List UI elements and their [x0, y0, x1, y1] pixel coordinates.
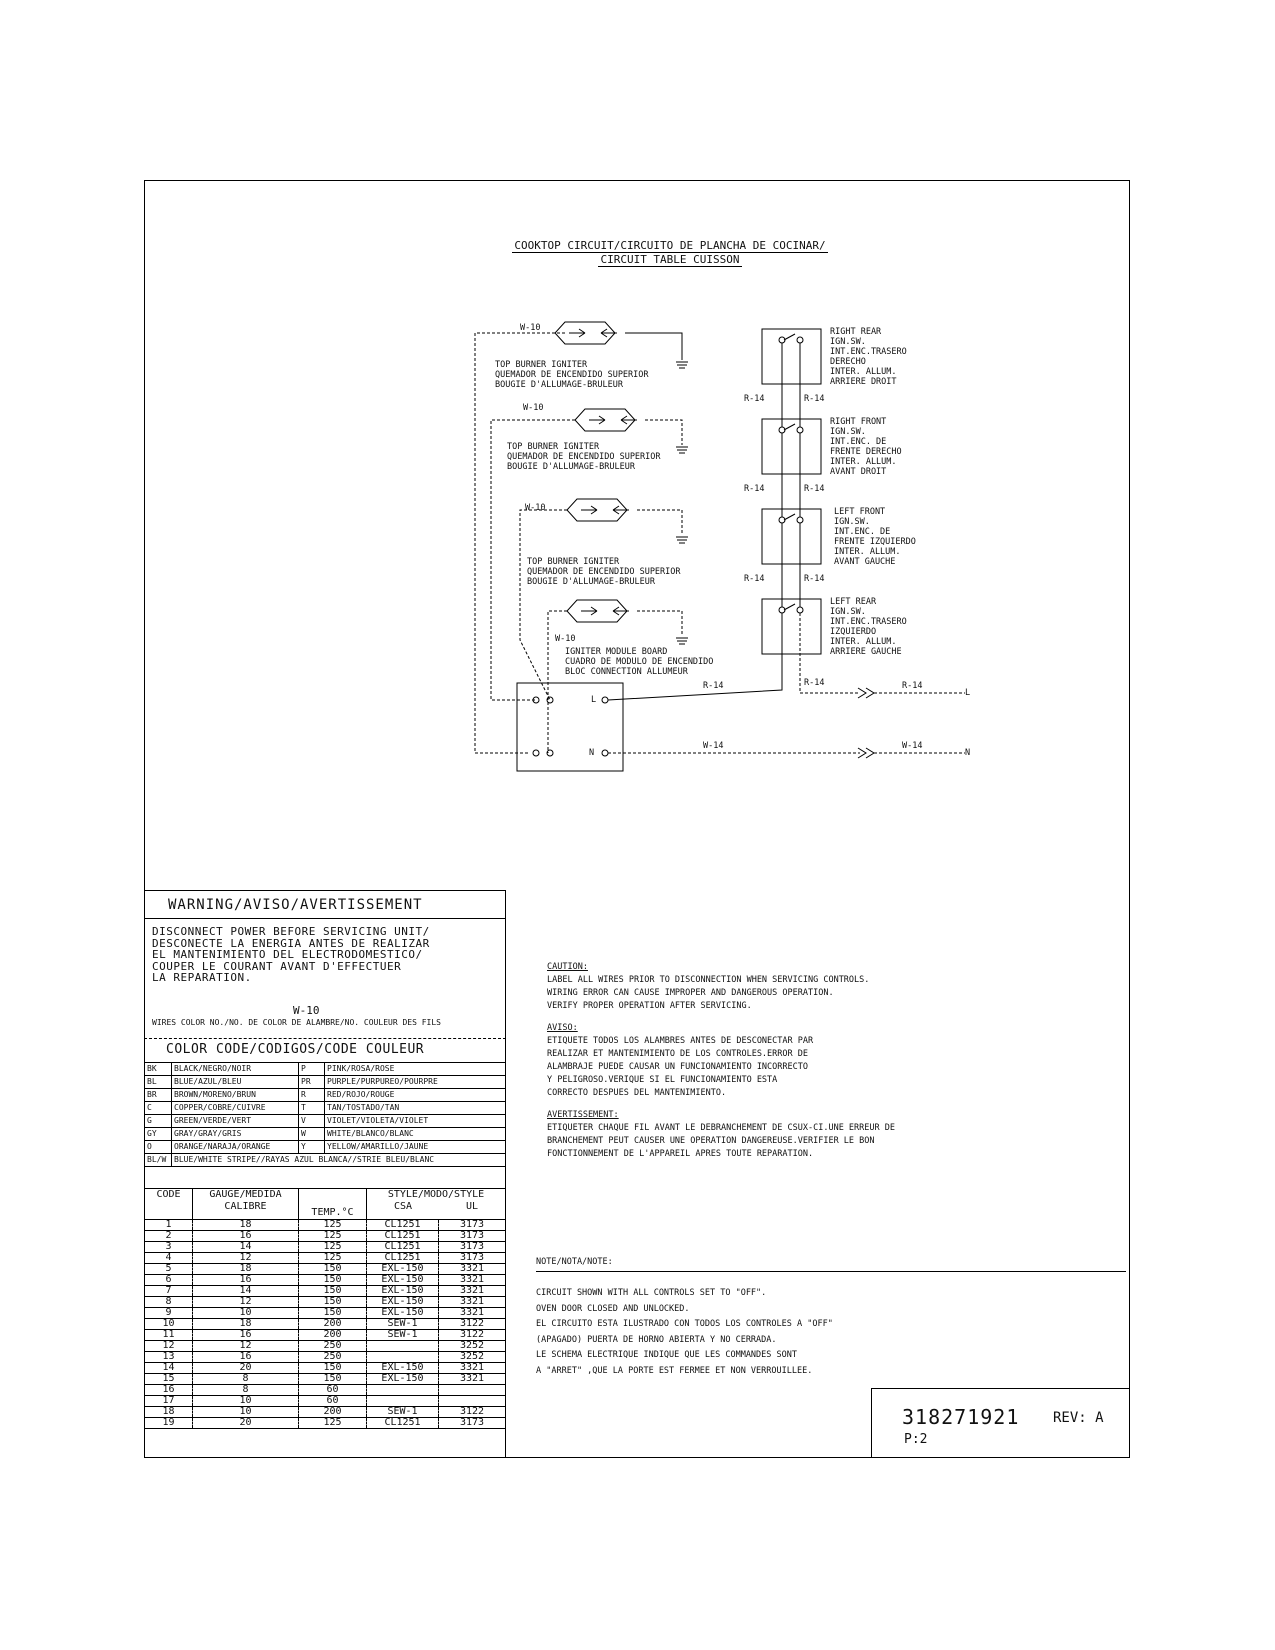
table-cell: YELLOW/AMARILLO/JAUNE: [325, 1141, 506, 1154]
table-cell: SEW-1: [367, 1407, 439, 1418]
table-cell: 5: [145, 1264, 193, 1275]
table-cell: TAN/TOSTADO/TAN: [325, 1102, 506, 1115]
caution-heading: CAUTION:: [547, 962, 588, 972]
wire-label-r14: R-14: [804, 394, 825, 404]
table-row: [145, 1128, 506, 1141]
switch-right-front: [762, 419, 821, 474]
table-cell: EXL-150: [367, 1264, 439, 1275]
module-terminal-l: L: [591, 695, 597, 705]
table-cell: 3252: [439, 1341, 506, 1352]
table-cell: PR: [299, 1076, 325, 1089]
table-cell: 3: [145, 1242, 193, 1253]
table-cell: 150: [299, 1308, 367, 1319]
module-terminal-n: N: [589, 748, 595, 758]
wire-label-r14: R-14: [703, 681, 724, 691]
table-cell: GRAY/GRAY/GRIS: [172, 1128, 299, 1141]
table-cell: 14: [193, 1242, 299, 1253]
table-cell: 150: [299, 1297, 367, 1308]
table-row: [145, 1418, 506, 1429]
table-cell: [439, 1396, 506, 1407]
wire-label-r14: R-14: [744, 394, 765, 404]
table-cell: 3122: [439, 1319, 506, 1330]
table-cell: 18: [193, 1264, 299, 1275]
switch-label-right-front: RIGHT FRONT IGN.SW. INT.ENC. DE FRENTE DERECHO INTER. ALLUM. AVANT DROIT: [830, 417, 902, 477]
avertissement-body: ETIQUETER CHAQUE FIL AVANT LE DEBRANCHEMENT DE CSUX-CI.UNE ERREUR DE BRANCHEMENT PEUT CAUSER UNE OPERATION DANGEREUSE.VERIFIER LE BON FONCTIONNEMENT DE L'APPAREIL APRES TOUTE REPARATION.: [547, 1123, 895, 1159]
table-cell: CL1251: [367, 1220, 439, 1231]
table-cell: 9: [145, 1308, 193, 1319]
warning-body: DISCONNECT POWER BEFORE SERVICING UNIT/ DESCONECTE LA ENERGIA ANTES DE REALIZAR EL MANTENIMIENTO DEL ELECTRODOMESTICO/ COUPER LE COURANT AVANT D'EFFECTUER LA REPARATION.: [152, 925, 430, 984]
table-cell: [439, 1385, 506, 1396]
table-cell: 7: [145, 1286, 193, 1297]
table-row: [145, 1141, 506, 1154]
table-cell: 150: [299, 1275, 367, 1286]
table-cell: BK: [145, 1063, 172, 1076]
table-row: [145, 1286, 506, 1297]
table-cell: 250: [299, 1341, 367, 1352]
module-label: IGNITER MODULE BOARD CUADRO DE MODULO DE ENCENDIDO BLOC CONNECTION ALLUMEUR: [565, 647, 714, 677]
wire-label-r14: R-14: [902, 681, 923, 691]
table-cell: 12: [145, 1341, 193, 1352]
style-header: STYLE/MODO/STYLE: [387, 1189, 485, 1200]
table-row: [145, 1352, 506, 1363]
style-subheaders: [367, 1201, 505, 1213]
caution-body: LABEL ALL WIRES PRIOR TO DISCONNECTION WHEN SERVICING CONTROLS. WIRING ERROR CAN CAUSE IMPROPER AND DANGEROUS OPERATION. VERIFY PROPER OPERATION AFTER SERVICING.: [547, 975, 870, 1011]
aviso-body: ETIQUETE TODOS LOS ALAMBRES ANTES DE DESCONECTAR PAR REALIZAR ET MANTENIMIENTO DE LOS CONTROLES.ERROR DE ALAMBRAJE PUEDE CAUSAR UN FUNCIONAMIENTO INCORRECTO Y PELIGROSO.VERIQUE SI EL FUNCIONAMIENTO ESTA CORRECTO DESPUES DEL MANTENIMIENTO.: [547, 1036, 814, 1098]
table-cell: 3321: [439, 1308, 506, 1319]
igniter-3: [567, 499, 629, 521]
caution-block: [547, 961, 869, 1013]
igniter-module-board: [517, 683, 623, 771]
table-cell: 16: [193, 1330, 299, 1341]
switch-label-left-rear: LEFT REAR IGN.SW. INT.ENC.TRASERO IZQUIERDO INTER. ALLUM. ARRIERE GAUCHE: [830, 597, 907, 657]
table-cell: BLACK/NEGRO/NOIR: [172, 1063, 299, 1076]
igniter-label-1: TOP BURNER IGNITER QUEMADOR DE ENCENDIDO SUPERIOR BOUGIE D'ALLUMAGE-BRULEUR: [495, 360, 649, 390]
table-cell: PURPLE/PURPUREO/POURPRE: [325, 1076, 506, 1089]
table-cell: EXL-150: [367, 1275, 439, 1286]
table-cell: 8: [145, 1297, 193, 1308]
diagram-title-line2: CIRCUIT TABLE CUISSON: [600, 253, 740, 266]
table-cell: 3173: [439, 1242, 506, 1253]
switch-right-rear: [762, 329, 821, 384]
table-cell: 12: [193, 1297, 299, 1308]
table-cell: 3173: [439, 1231, 506, 1242]
table-cell: 125: [299, 1231, 367, 1242]
table-cell: 10: [193, 1407, 299, 1418]
table-cell: 3173: [439, 1253, 506, 1264]
table-row: [145, 1253, 506, 1264]
table-cell: 200: [299, 1407, 367, 1418]
table-cell: BROWN/MORENO/BRUN: [172, 1089, 299, 1102]
table-header-row: [145, 1189, 506, 1220]
table-cell: 10: [145, 1319, 193, 1330]
table-cell: 3173: [439, 1418, 506, 1429]
table-cell: 150: [299, 1264, 367, 1275]
wire-label-r14: R-14: [744, 484, 765, 494]
table-cell: 8: [193, 1374, 299, 1385]
note-heading: NOTE/NOTA/NOTE:: [536, 1257, 613, 1267]
table-row: [145, 1220, 506, 1231]
table-cell: 11: [145, 1330, 193, 1341]
line-l-label: L: [965, 688, 971, 698]
table-cell: 10: [193, 1396, 299, 1407]
table-cell: C: [145, 1102, 172, 1115]
color-code-table: [144, 1062, 506, 1167]
table-cell: 16: [193, 1352, 299, 1363]
table-cell: V: [299, 1115, 325, 1128]
table-cell: 6: [145, 1275, 193, 1286]
table-row: [145, 1102, 506, 1115]
col-header-style: [367, 1189, 506, 1220]
col-header-code: CODE: [145, 1189, 193, 1220]
table-cell: 3321: [439, 1363, 506, 1374]
table-row: [145, 1319, 506, 1330]
table-cell: 14: [145, 1363, 193, 1374]
table-cell: 8: [193, 1385, 299, 1396]
wire-example: W-10: [293, 1004, 320, 1017]
table-row: [145, 1063, 506, 1076]
wire-label-w14: W-14: [703, 741, 724, 751]
divider: [536, 1271, 1126, 1272]
table-cell: R: [299, 1089, 325, 1102]
divider: [144, 918, 506, 919]
table-row: [145, 1242, 506, 1253]
col-header-csa: CSA: [393, 1201, 413, 1212]
igniter-label-2: TOP BURNER IGNITER QUEMADOR DE ENCENDIDO SUPERIOR BOUGIE D'ALLUMAGE-BRULEUR: [507, 442, 661, 472]
table-cell: EXL-150: [367, 1363, 439, 1374]
table-cell: EXL-150: [367, 1308, 439, 1319]
table-row: [145, 1115, 506, 1128]
table-cell: 12: [193, 1341, 299, 1352]
col-header-ul: UL: [465, 1201, 479, 1212]
table-cell: CL1251: [367, 1242, 439, 1253]
table-cell: COPPER/COBRE/CUIVRE: [172, 1102, 299, 1115]
table-cell: 13: [145, 1352, 193, 1363]
revision: REV: A: [1053, 1410, 1104, 1426]
table-cell: 18: [193, 1220, 299, 1231]
wire-label-r14: R-14: [804, 574, 825, 584]
igniter-2: [575, 409, 637, 431]
table-cell: 10: [193, 1308, 299, 1319]
table-cell: G: [145, 1115, 172, 1128]
table-cell: 16: [193, 1231, 299, 1242]
table-cell: 12: [193, 1253, 299, 1264]
table-cell: CL1251: [367, 1418, 439, 1429]
table-cell: 3252: [439, 1352, 506, 1363]
table-cell: PINK/ROSA/ROSE: [325, 1063, 506, 1076]
wire-label-w10-4: W-10: [555, 634, 576, 644]
wire-label-r14: R-14: [744, 574, 765, 584]
aviso-block: [547, 1022, 813, 1100]
table-cell: 18: [145, 1407, 193, 1418]
table-cell: 125: [299, 1418, 367, 1429]
table-cell: SEW-1: [367, 1319, 439, 1330]
wire-gauge-table: [144, 1188, 506, 1429]
table-row: [145, 1407, 506, 1418]
table-row: [145, 1089, 506, 1102]
table-cell: 250: [299, 1352, 367, 1363]
table-cell: [367, 1385, 439, 1396]
table-cell: P: [299, 1063, 325, 1076]
wire-label-w10-2: W-10: [523, 403, 544, 413]
table-cell: SEW-1: [367, 1330, 439, 1341]
switch-label-right-rear: RIGHT REAR IGN.SW. INT.ENC.TRASERO DERECHO INTER. ALLUM. ARRIERE DROIT: [830, 327, 907, 387]
wire-label-r14: R-14: [804, 484, 825, 494]
wire-label-r14: R-14: [804, 678, 825, 688]
page-number: P:2: [904, 1432, 928, 1447]
table-cell: 3321: [439, 1264, 506, 1275]
table-cell: T: [299, 1102, 325, 1115]
col-header-temp: TEMP.°C: [299, 1189, 367, 1220]
table-cell: 3321: [439, 1286, 506, 1297]
table-cell: 150: [299, 1363, 367, 1374]
table-cell: BL/W: [145, 1154, 172, 1167]
table-cell: W: [299, 1128, 325, 1141]
table-row: [145, 1374, 506, 1385]
table-cell: BLUE/WHITE STRIPE//RAYAS AZUL BLANCA//STRIE BLEU/BLANC: [172, 1154, 506, 1167]
switch-left-rear: [762, 599, 821, 654]
table-cell: [367, 1396, 439, 1407]
aviso-heading: AVISO:: [547, 1023, 578, 1033]
avertissement-heading: AVERTISSEMENT:: [547, 1110, 619, 1120]
table-cell: O: [145, 1141, 172, 1154]
table-cell: RED/ROJO/ROUGE: [325, 1089, 506, 1102]
table-row: [145, 1231, 506, 1242]
table-cell: 3122: [439, 1407, 506, 1418]
gauge-table-body: [145, 1220, 506, 1429]
table-cell: BR: [145, 1089, 172, 1102]
line-n-label: N: [965, 748, 971, 758]
table-cell: 14: [193, 1286, 299, 1297]
table-row: [145, 1341, 506, 1352]
table-row: [145, 1154, 506, 1167]
table-cell: 20: [193, 1363, 299, 1374]
table-cell: CL1251: [367, 1253, 439, 1264]
table-cell: ORANGE/NARAJA/ORANGE: [172, 1141, 299, 1154]
diagram-title-line1: COOKTOP CIRCUIT/CIRCUITO DE PLANCHA DE COCINAR/: [514, 239, 826, 252]
table-row: [145, 1363, 506, 1374]
table-row: [145, 1396, 506, 1407]
table-cell: EXL-150: [367, 1297, 439, 1308]
table-cell: CL1251: [367, 1231, 439, 1242]
table-cell: GY: [145, 1128, 172, 1141]
table-cell: 125: [299, 1253, 367, 1264]
table-cell: 3321: [439, 1275, 506, 1286]
table-cell: EXL-150: [367, 1286, 439, 1297]
wires-color-note: WIRES COLOR NO./NO. DE COLOR DE ALAMBRE/NO. COULEUR DES FILS: [152, 1018, 441, 1027]
table-cell: EXL-150: [367, 1374, 439, 1385]
note-body: CIRCUIT SHOWN WITH ALL CONTROLS SET TO "OFF". OVEN DOOR CLOSED AND UNLOCKED. EL CIRCUITO ESTA ILUSTRADO CON TODOS LOS CONTROLES A "OFF" (APAGADO) PUERTA DE HORNO ABIERTA Y NO CERRADA. LE SCHEMA ELECTRIQUE INDIQUE QUE LES COMMANDES SONT A "ARRET" ,QUE LA PORTE EST FERMEE ET NON VERROUILLEE.: [536, 1288, 833, 1376]
divider: [144, 1038, 506, 1039]
wire-label-w10-1: W-10: [520, 323, 541, 333]
igniter-label-3: TOP BURNER IGNITER QUEMADOR DE ENCENDIDO SUPERIOR BOUGIE D'ALLUMAGE-BRULEUR: [527, 557, 681, 587]
table-cell: 150: [299, 1286, 367, 1297]
table-cell: 3321: [439, 1374, 506, 1385]
table-cell: 60: [299, 1396, 367, 1407]
avertissement-block: [547, 1109, 895, 1161]
table-row: [145, 1297, 506, 1308]
table-cell: 20: [193, 1418, 299, 1429]
table-cell: BLUE/AZUL/BLEU: [172, 1076, 299, 1089]
table-cell: 16: [193, 1275, 299, 1286]
table-cell: [367, 1352, 439, 1363]
table-cell: [367, 1341, 439, 1352]
table-row: [145, 1308, 506, 1319]
table-cell: 4: [145, 1253, 193, 1264]
table-cell: 3173: [439, 1220, 506, 1231]
table-cell: 3122: [439, 1330, 506, 1341]
table-cell: 200: [299, 1330, 367, 1341]
wire-label-w14: W-14: [902, 741, 923, 751]
table-cell: 17: [145, 1396, 193, 1407]
table-row: [145, 1076, 506, 1089]
table-cell: WHITE/BLANCO/BLANC: [325, 1128, 506, 1141]
table-cell: 2: [145, 1231, 193, 1242]
table-cell: 200: [299, 1319, 367, 1330]
table-cell: 125: [299, 1242, 367, 1253]
table-cell: 19: [145, 1418, 193, 1429]
switch-label-left-front: LEFT FRONT IGN.SW. INT.ENC. DE FRENTE IZQUIERDO INTER. ALLUM. AVANT GAUCHE: [834, 507, 916, 567]
table-cell: 150: [299, 1374, 367, 1385]
table-row: [145, 1275, 506, 1286]
table-row: [145, 1264, 506, 1275]
table-cell: VIOLET/VIOLETA/VIOLET: [325, 1115, 506, 1128]
table-cell: 3321: [439, 1297, 506, 1308]
table-cell: BL: [145, 1076, 172, 1089]
table-cell: 16: [145, 1385, 193, 1396]
table-row: [145, 1330, 506, 1341]
table-cell: 125: [299, 1220, 367, 1231]
table-cell: 60: [299, 1385, 367, 1396]
table-cell: 1: [145, 1220, 193, 1231]
warning-heading: WARNING/AVISO/AVERTISSEMENT: [168, 897, 423, 913]
part-number: 318271921: [902, 1405, 1020, 1429]
table-cell: Y: [299, 1141, 325, 1154]
switch-left-front: [762, 509, 821, 564]
table-cell: 15: [145, 1374, 193, 1385]
col-header-gauge: GAUGE/MEDIDA CALIBRE: [193, 1189, 299, 1220]
color-code-heading: COLOR CODE/CODIGOS/CODE COULEUR: [166, 1042, 425, 1057]
igniter-4: [567, 600, 629, 622]
table-row: [145, 1385, 506, 1396]
table-cell: 18: [193, 1319, 299, 1330]
wire-label-w10-3: W-10: [525, 503, 546, 513]
table-cell: GREEN/VERDE/VERT: [172, 1115, 299, 1128]
